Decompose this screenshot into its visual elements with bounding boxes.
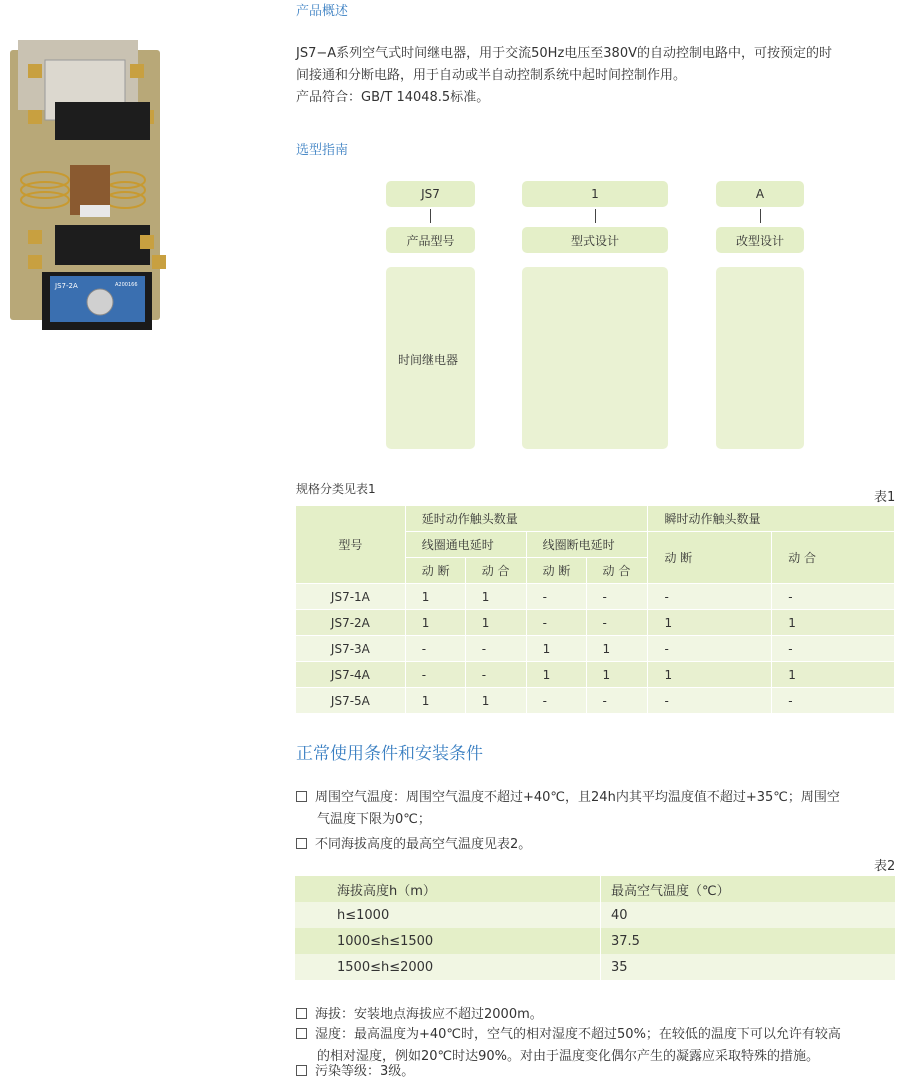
table-cell: JS7-2A: [296, 610, 406, 636]
conditions-title: 正常使用条件和安装条件: [296, 744, 483, 764]
table-cell: 1: [586, 636, 648, 662]
table1-header-on-make: 动 合: [465, 558, 526, 584]
table-cell: JS7-4A: [296, 662, 406, 688]
table1-header-instant-break: 动 断: [648, 532, 772, 584]
table-cell: 1: [526, 662, 586, 688]
table-cell: -: [772, 636, 895, 662]
table-cell: 1: [405, 610, 465, 636]
guide-connector-2: [595, 209, 596, 223]
table-cell: 1: [772, 662, 895, 688]
table-cell: -: [405, 636, 465, 662]
table-cell: -: [405, 662, 465, 688]
condition-item-temperature: [296, 787, 900, 831]
condition-item-altitude: [296, 1004, 900, 1026]
guide-desc-revision: [716, 267, 804, 449]
table-cell: JS7-3A: [296, 636, 406, 662]
table-cell: 1: [405, 688, 465, 714]
table-cell: -: [648, 688, 772, 714]
condition-item-pollution: [296, 1061, 900, 1081]
condition-text: 不同海拔高度的最高空气温度见表2。: [315, 837, 532, 852]
table-cell: -: [772, 688, 895, 714]
table-cell: -: [586, 584, 648, 610]
checkbox-icon: [296, 1028, 307, 1039]
guide-code-type: 1: [522, 181, 668, 207]
overview-line-2: 间接通和分断电路，用于自动或半自动控制系统中起时间控制作用。: [296, 68, 687, 83]
checkbox-icon: [296, 838, 307, 849]
guide-label-model: 产品型号: [386, 227, 475, 253]
condition-text: 湿度：最高温度为+40℃时，空气的相对湿度不超过50%；在较低的温度下可以允许有较高: [315, 1027, 841, 1042]
table1-header-coil-off: 线圈断电延时: [526, 532, 648, 558]
table-cell: -: [586, 688, 648, 714]
table-cell: 40: [600, 902, 895, 928]
table-row: [296, 584, 895, 610]
overview-line-3: 产品符合：GB/T 14048.5标准。: [296, 90, 490, 105]
table1-header-instant: 瞬时动作触头数量: [648, 506, 895, 532]
condition-text: 污染等级：3级。: [315, 1064, 415, 1079]
table2-number: 表2: [874, 859, 896, 874]
table1-header-instant-make: 动 合: [772, 532, 895, 584]
table-row: [296, 688, 895, 714]
overview-title: 产品概述: [296, 4, 349, 19]
guide-label-type: 型式设计: [522, 227, 668, 253]
guide-connector-3: [760, 209, 761, 223]
table1-header-off-make: 动 合: [586, 558, 648, 584]
table-cell: 35: [600, 954, 895, 980]
guide-title: 选型指南: [296, 143, 349, 158]
condition-item-altitude-temp: [296, 834, 900, 856]
table-cell: 1: [526, 636, 586, 662]
guide-desc-type: [522, 267, 668, 449]
overview-text: [296, 43, 900, 109]
checkbox-icon: [296, 791, 307, 802]
table2-header-temp: 最高空气温度（℃）: [600, 876, 895, 902]
table2-header-altitude: 海拔高度h（m）: [337, 883, 436, 899]
table-cell: 1500≤h≤2000: [337, 959, 434, 975]
table-cell: -: [648, 636, 772, 662]
overview-line-1: JS7−A系列空气式时间继电器，用于交流50Hz电压至380V的自动控制电路中，可按预定的时: [296, 46, 832, 61]
photo-label-code: A200166: [115, 282, 138, 288]
guide-desc-model: 时间继电器: [386, 267, 475, 449]
guide-connector-1: [430, 209, 431, 223]
condition-text: 气温度下限为0℃；: [317, 812, 431, 827]
table1-header-delay: 延时动作触头数量: [405, 506, 648, 532]
table1-header-off-break: 动 断: [526, 558, 586, 584]
table-cell: 1: [465, 688, 526, 714]
table1-caption: 规格分类见表1: [296, 482, 376, 496]
table-row: [296, 636, 895, 662]
photo-label-model: JS7-2A: [55, 282, 78, 290]
table1-header-model: 型号: [296, 506, 406, 584]
table-row: [296, 662, 895, 688]
spec-table: [295, 505, 895, 714]
guide-code-revision: A: [716, 181, 804, 207]
altitude-table: [295, 876, 895, 980]
table-cell: -: [526, 610, 586, 636]
table-cell: 37.5: [600, 928, 895, 954]
product-photo: [0, 40, 180, 336]
condition-text: 的相对湿度，例如20℃时达90%。对由于温度变化偶尔产生的凝露应采取特殊的措施。: [317, 1049, 820, 1064]
table-cell: 1: [648, 610, 772, 636]
table-cell: -: [526, 584, 586, 610]
table-cell: 1: [465, 610, 526, 636]
table-row: [295, 928, 895, 954]
table-row: [296, 610, 895, 636]
table-cell: -: [772, 584, 895, 610]
table-cell: 1: [648, 662, 772, 688]
table-cell: 1: [465, 584, 526, 610]
table1-header-on-break: 动 断: [405, 558, 465, 584]
table-cell: -: [648, 584, 772, 610]
condition-text: 海拔：安装地点海拔应不超过2000m。: [315, 1007, 543, 1022]
table-cell: 1: [586, 662, 648, 688]
table-cell: 1000≤h≤1500: [337, 933, 434, 949]
checkbox-icon: [296, 1065, 307, 1076]
guide-code-series: JS7: [386, 181, 475, 207]
table1-number: 表1: [874, 490, 896, 505]
table-cell: -: [465, 662, 526, 688]
condition-text: 周围空气温度：周围空气温度不超过+40℃，且24h内其平均温度值不超过+35℃；周围空: [315, 790, 840, 805]
checkbox-icon: [296, 1008, 307, 1019]
table1-header-coil-on: 线圈通电延时: [405, 532, 526, 558]
table-cell: -: [465, 636, 526, 662]
table-row: [295, 902, 895, 928]
table-cell: -: [526, 688, 586, 714]
table-cell: -: [586, 610, 648, 636]
table-cell: 1: [772, 610, 895, 636]
table-cell: JS7-5A: [296, 688, 406, 714]
table-row: [295, 876, 895, 902]
table-row: [295, 954, 895, 980]
guide-label-revision: 改型设计: [716, 227, 804, 253]
table-cell: JS7-1A: [296, 584, 406, 610]
table-cell: 1: [405, 584, 465, 610]
table-cell: h≤1000: [337, 907, 390, 923]
